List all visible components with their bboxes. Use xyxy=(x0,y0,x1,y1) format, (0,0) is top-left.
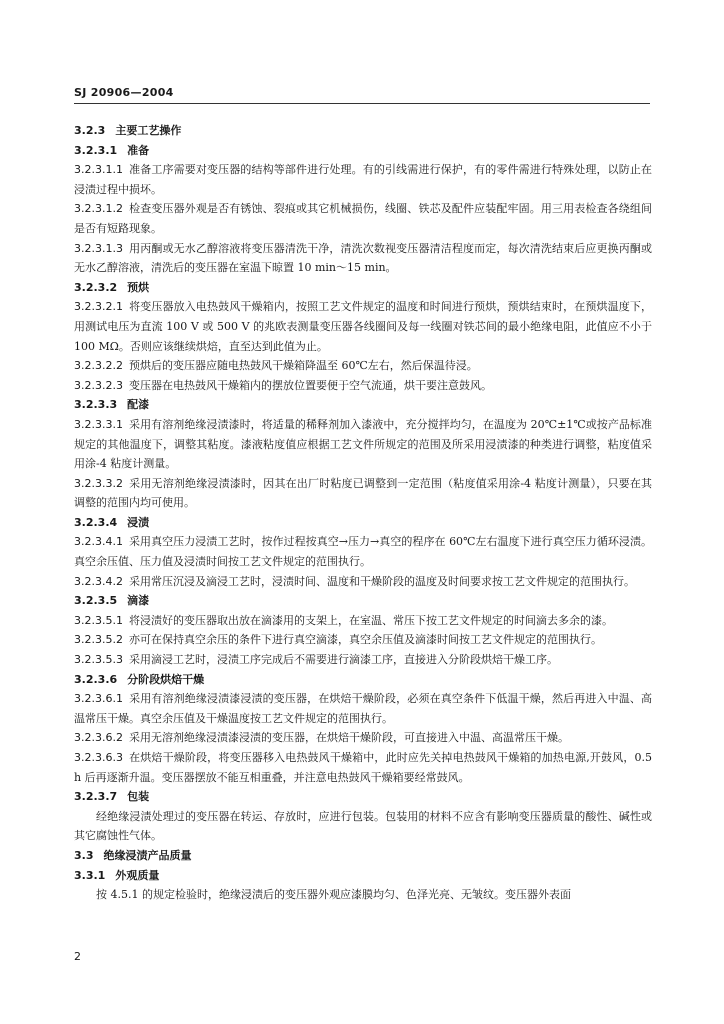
section-number: 3.2.3.2 xyxy=(74,280,118,294)
section-heading xyxy=(74,866,652,886)
clause-number: 3.2.3.2.2 xyxy=(74,359,123,373)
clause-paragraph xyxy=(74,297,652,356)
clause-paragraph xyxy=(74,356,652,376)
section-title: 绝缘浸渍产品质量 xyxy=(103,848,192,862)
clause-text: 变压器在电热鼓风干燥箱内的摆放位置要便于空气流通，烘干要注意鼓风。 xyxy=(128,378,492,392)
clause-number: 3.2.3.6.2 xyxy=(74,731,123,745)
clause-paragraph xyxy=(74,728,652,748)
section-title: 预烘 xyxy=(127,280,150,294)
section-heading xyxy=(74,141,652,161)
section-title: 浸渍 xyxy=(127,515,150,529)
clause-text: 预烘后的变压器应随电热鼓风干燥箱降温至 60℃左右，然后保温待浸。 xyxy=(128,359,478,373)
section-title: 分阶段烘焙干燥 xyxy=(127,672,205,686)
header-rule xyxy=(74,103,650,104)
section-heading xyxy=(74,513,652,533)
section-number: 3.2.3.5 xyxy=(74,594,118,608)
clause-paragraph xyxy=(74,650,652,670)
clause-number: 3.2.3.6.3 xyxy=(74,751,123,764)
clause-paragraph xyxy=(74,415,652,474)
clause-text: 采用滴浸工艺时，浸渍工序完成后不需要进行滴漆工序，直接进入分阶段烘焙干燥工序。 xyxy=(128,653,558,667)
clause-paragraph xyxy=(74,689,652,728)
clause-number: 3.2.3.6.1 xyxy=(74,692,123,706)
clause-paragraph xyxy=(74,239,652,278)
clause-text: 采用无溶剂绝缘浸渍漆时，因其在出厂时粘度已调整到一定范围（粘度值采用涂-4 粘度计测量），只要在其调整的范围内均可使用。 xyxy=(74,476,652,510)
clause-number: 3.2.3.1.2 xyxy=(74,202,123,216)
clause-paragraph xyxy=(74,532,652,571)
clause-text: 检查变压器外观是否有锈蚀、裂痕或其它机械损伤，线圈、铁芯及配件应装配牢固。用三用表检查各绕组间是否有短路现象。 xyxy=(74,202,652,235)
clause-number: 3.2.3.3.2 xyxy=(74,476,123,490)
section-heading xyxy=(74,121,652,141)
section-number: 3.3 xyxy=(74,848,94,862)
clause-paragraph xyxy=(74,572,652,592)
section-number: 3.2.3.6 xyxy=(74,672,118,686)
body-paragraph: 经绝缘浸渍处理过的变压器在转运、存放时，应进行包装。包装用的材料不应含有影响变压器质量的酸性、碱性或其它腐蚀性气体。 xyxy=(74,809,652,843)
clause-text: 准备工序需要对变压器的结构等部件进行处理。有的引线需进行保护，有的零件需进行特殊处理，以防止在浸渍过程中损坏。 xyxy=(74,163,652,196)
clause-number: 3.2.3.4.1 xyxy=(74,535,123,549)
clause-paragraph xyxy=(74,160,652,199)
clause-number: 3.2.3.5.1 xyxy=(74,613,123,627)
clause-number: 3.2.3.1.1 xyxy=(74,163,123,177)
clause-number: 3.2.3.1.3 xyxy=(74,241,123,255)
clause-number: 3.2.3.5.3 xyxy=(74,653,123,667)
section-title: 外观质量 xyxy=(115,868,160,882)
section-title: 准备 xyxy=(127,143,150,157)
clause-text: 在烘焙干燥阶段，将变压器移入电热鼓风干燥箱中，此时应先关掉电热鼓风干燥箱的加热电源,开鼓风，0.5 h 后再逐渐升温。变压器摆放不能互相重叠，并注意电热鼓风干燥箱要经常鼓风。 xyxy=(74,751,652,784)
clause-text: 采用无溶剂绝缘浸渍漆浸渍的变压器，在烘焙干燥阶段，可直接进入中温、高温常压干燥。 xyxy=(128,731,569,745)
section-number: 3.2.3.7 xyxy=(74,790,118,804)
section-title: 主要工艺操作 xyxy=(115,124,182,137)
section-heading xyxy=(74,787,652,807)
page-number: 2 xyxy=(74,950,81,963)
clause-paragraph xyxy=(74,748,652,787)
clause-text: 将浸渍好的变压器取出放在滴漆用的支架上，在室温、常压下按工艺文件规定的时间滴去多余的漆。 xyxy=(128,613,613,627)
clause-text: 采用有溶剂绝缘浸渍漆时，将适量的稀释剂加入漆液中，充分搅拌均匀，在温度为 20℃±1℃或按产品标准规定的其他温度下，调整其粘度。漆液粘度值应根据工艺文件所规定的范围及所采用浸渍漆的种类进行调整，粘度值采用涂-4 粘度计测量。 xyxy=(74,417,652,471)
section-title: 配漆 xyxy=(127,398,150,412)
clause-paragraph xyxy=(74,630,652,650)
section-number: 3.2.3.3 xyxy=(74,398,118,412)
section-title: 滴漆 xyxy=(127,594,150,608)
clause-paragraph xyxy=(74,611,652,631)
standard-code: SJ 20906—2004 xyxy=(74,86,174,99)
clause-number: 3.2.3.2.1 xyxy=(74,300,123,314)
section-number: 3.3.1 xyxy=(74,868,106,882)
section-number: 3.2.3 xyxy=(74,124,106,137)
clause-text: 用丙酮或无水乙醇溶液将变压器清洗干净，清洗次数视变压器清洁程度而定，每次清洗结束后应更换丙酮或无水乙醇溶液，清洗后的变压器在室温下晾置 10 min～15 min。 xyxy=(74,241,652,275)
clause-number: 3.2.3.5.2 xyxy=(74,633,123,647)
clause-paragraph xyxy=(74,199,652,238)
clause-number: 3.2.3.4.2 xyxy=(74,574,123,588)
clause-text: 采用常压沉浸及滴浸工艺时，浸渍时间、温度和干燥阶段的温度及时间要求按工艺文件规定的范围执行。 xyxy=(128,574,635,588)
document-body xyxy=(74,121,652,905)
clause-text: 采用真空压力浸渍工艺时，按作过程按真空→压力→真空的程序在 60℃左右温度下进行真空压力循环浸渍。真空余压值、压力值及浸渍时间按工艺文件规定的范围执行。 xyxy=(74,535,652,569)
clause-number: 3.2.3.3.1 xyxy=(74,417,123,431)
clause-number: 3.2.3.2.3 xyxy=(74,378,123,392)
section-number: 3.2.3.1 xyxy=(74,143,118,157)
clause-paragraph xyxy=(74,376,652,396)
section-heading xyxy=(74,670,652,690)
clause-text: 将变压器放入电热鼓风干燥箱内，按照工艺文件规定的温度和时间进行预烘，预烘结束时，在预烘温度下，用测试电压为直流 100 V 或 500 V 的兆欧表测量变压器各线圈间及每一线圈对铁芯间的最小绝缘电阻，此值应不小于 100 MΩ。否则应该继续烘焙，直至达到此值为止。 xyxy=(74,300,652,353)
section-heading xyxy=(74,591,652,611)
section-heading xyxy=(74,395,652,415)
section-title: 包装 xyxy=(127,790,150,804)
section-heading xyxy=(74,278,652,298)
section-heading xyxy=(74,846,652,866)
body-paragraph: 按 4.5.1 的规定检验时，绝缘浸渍后的变压器外观应漆膜均匀、色泽光亮、无皱纹。变压器外表面 xyxy=(96,888,571,902)
clause-text: 亦可在保持真空余压的条件下进行真空滴漆，真空余压值及滴漆时间按工艺文件规定的范围执行。 xyxy=(128,633,602,647)
clause-text: 采用有溶剂绝缘浸渍漆浸渍的变压器，在烘焙干燥阶段，必须在真空条件下低温干燥，然后再进入中温、高温常压干燥。真空余压值及干燥温度按工艺文件规定的范围执行。 xyxy=(74,692,652,725)
clause-paragraph xyxy=(74,474,652,513)
section-number: 3.2.3.4 xyxy=(74,515,118,529)
